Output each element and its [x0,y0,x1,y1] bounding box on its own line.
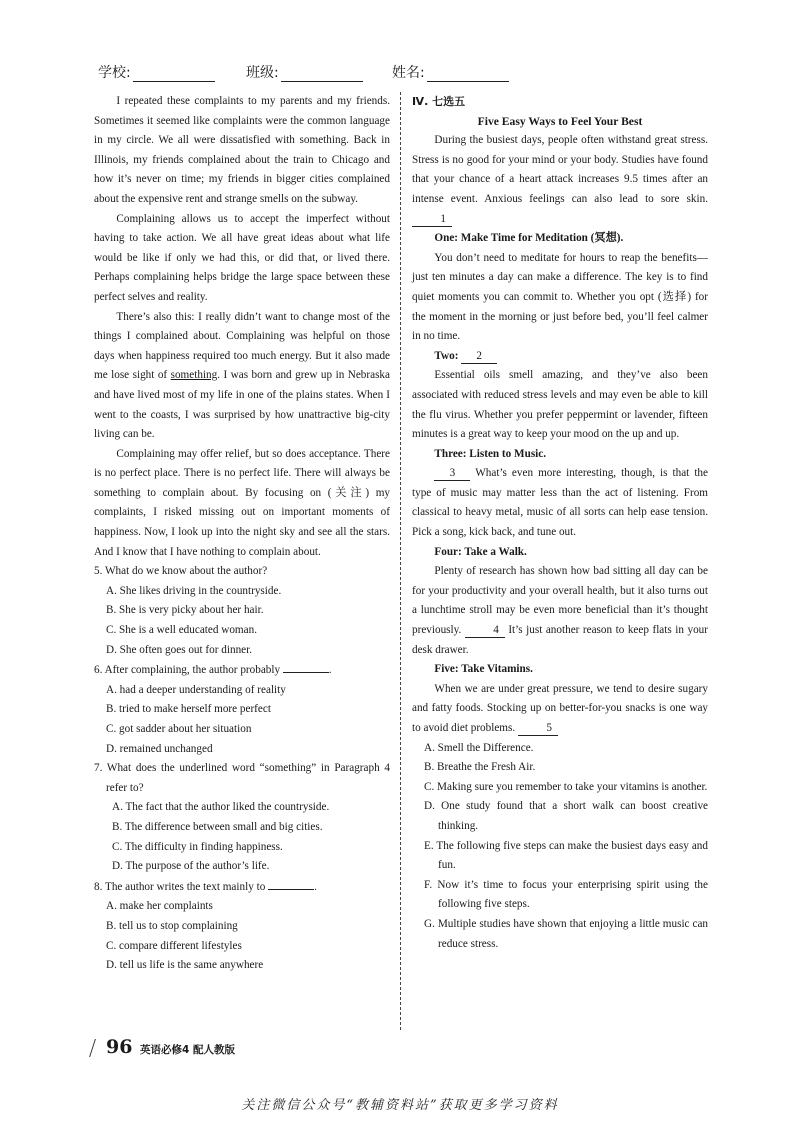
passage-paragraph [412,464,708,542]
passage-text: It’s just another reason to keep flats in your desk drawer. [412,624,708,656]
option: A. had a deeper understanding of reality [106,683,286,696]
option: D. The purpose of the author’s life. [112,860,270,873]
question-punct: . [314,880,317,893]
option: E. The following five steps can make the busiest days easy and fun. [424,839,708,872]
option: G. Multiple studies have shown that enjoying a little music can reduce stress. [424,917,708,950]
question-text: 6. After complaining, the author probably [94,664,283,677]
school-field [98,62,215,82]
passage-paragraph: I repeated these complaints to my parents and my friends. Sometimes it seemed like complaints were the common language in my circle. We all were dissatisfied with something. Back in Illinois, my friends complained about the train to Chicago and how it’s never on time; my friends in bigger cities complained about the expensive rent and strange smells on the subway. [94,95,390,205]
option: C. compare different lifestyles [106,939,242,952]
underlined-word: something [170,369,218,382]
passage-title: Five Easy Ways to Feel Your Best [477,114,643,128]
passage-text: When we are under great pressure, we tend to desire sugary and fatty foods. Stocking up on better-for-you snacks is one way to avoid diet problems. [412,682,708,734]
promo-handwritten-text: 关注微信公众号“教辅资料站”获取更多学习资料 [241,1098,559,1113]
passage-paragraph: Essential oils smell amazing, and they’ve also been associated with reduced stress levels and may even be able to kill the flu virus. Whether you prefer peppermint or lavender, fifteen minutes is a great way to keep your mood on the up and up. [412,369,708,441]
question-stem [94,660,390,681]
question-text: 8. The author writes the text mainly to [94,880,269,893]
school-blank [133,67,215,82]
answer-blank-2: 2 [461,349,497,364]
question-stem: 7. What does the underlined word “something” in Paragraph 4 refer to? [94,762,390,794]
passage-text: During the busiest days, people often withstand great stress. Stress is no good for your mind or your body. Studies have found that your chance of a heart attack increases 9.5 times after an intense event. Anxious feelings can also lead to sore skin. [412,134,708,205]
subheading-text: Two: [434,349,462,362]
option: C. The difficulty in finding happiness. [112,840,283,853]
answer-blank [283,660,329,673]
answer-blank-1: 1 [412,212,452,227]
passage-paragraph [412,562,708,660]
answer-blank-4: 4 [465,623,505,638]
name-label: 姓名: [392,65,425,81]
passage-paragraph: You don’t need to meditate for hours to reap the benefits—just ten minutes a day can make a difference. The key is to find quiet moments you can commit to. Whether you opt (选择) for the moment in the morning or just before bed, you’ll feel calmer in no time. [412,251,708,343]
option: A. The fact that the author liked the countryside. [112,801,330,814]
passage-text: . I was born and grew up in Nebraska and have lived most of my life in one of the plains states. When I went to the coasts, I was surprised by how unattractive big-city living can be. [94,369,390,441]
question-8 [94,877,390,976]
option: F. Now it’s time to focus your enterprising spirit using the following five steps. [424,878,708,911]
passage-paragraph [412,131,708,229]
subheading: One: Make Time for Meditation (冥想). [434,232,624,245]
passage-paragraph: Complaining allows us to accept the imperfect without having to take action. We all have great ideas about what life would be like if only we had this, or did that, or lived there. Perhaps complaining helps bridge the large space between these perfect selves and reality. [94,212,390,303]
option: A. Smell the Difference. [424,741,534,754]
option: B. Breathe the Fresh Air. [424,761,536,774]
question-stem: 5. What do we know about the author? [94,565,268,578]
column-divider [400,92,401,1030]
answer-blank [268,877,314,890]
question-punct: . [328,664,332,677]
question-stem [94,877,390,898]
cloze-column [412,92,708,954]
option: C. Making sure you remember to take your vitamins is another. [424,780,708,793]
passage-paragraph [94,308,390,445]
book-label: 英语必修4 配人教版 [140,1044,235,1056]
passage-paragraph [412,680,708,739]
option: D. tell us life is the same anywhere [106,959,264,972]
subheading: Four: Take a Walk. [434,545,527,558]
class-label: 班级: [246,65,279,81]
option: B. She is very picky about her hair. [106,604,264,617]
section-heading: Ⅳ. 七选五 [412,95,466,108]
cloze-options [412,739,708,955]
page-footer [92,1036,392,1064]
option: D. One study found that a short walk can boost creative thinking. [424,800,708,832]
passage-paragraph: Complaining may offer relief, but so does acceptance. There is no perfect place. There is no perfect life. There will always be something to complain about. By focusing on (关注) my complaints, I risked missing out on important moments of happiness. Now, I look up into the night sky and see all the stars. And I know that I have nothing to complain about. [94,447,390,558]
page-number: 96 [106,1036,133,1058]
name-blank [427,67,509,82]
passage-text: There’s also this: I really didn’t want to change most of the things I complained about. Complaining was helpful on those days when happiness required too much energy. But it also made me lose sight of [94,310,390,382]
option: B. The difference between small and big cities. [112,820,323,833]
option: D. remained unchanged [106,742,213,755]
name-field [392,62,509,82]
class-blank [281,67,363,82]
student-info-header [98,58,718,88]
option: C. got sadder about her situation [106,723,252,735]
question-7 [94,759,390,877]
question-6 [94,660,390,759]
reading-passage-column [94,92,390,976]
option: D. She often goes out for dinner. [106,643,253,656]
subheading: Three: Listen to Music. [434,447,547,460]
option: B. tried to make herself more perfect [106,703,271,716]
option: A. make her complaints [106,900,213,913]
passage-text: Plenty of research has shown how bad sitting all day can be for your productivity and your overall health, but it also turns out a lunchtime stroll may be even more beneficial than it’s thought previously. [412,565,708,637]
class-field [246,62,363,82]
school-label: 学校: [98,65,131,81]
passage-text: What’s even more interesting, though, is that the type of music may matter less than the act of listening. From classical to heavy metal, music of all sorts can help ease tension. Pick a song, kick back, and tune out. [412,467,708,539]
footer-slash-decoration [89,1039,106,1057]
option: A. She likes driving in the countryside. [106,584,282,597]
subheading [412,347,708,367]
answer-blank-5: 5 [518,721,558,736]
question-5 [94,562,390,660]
option: C. She is a well educated woman. [106,624,257,637]
option: B. tell us to stop complaining [106,919,238,932]
subheading: Five: Take Vitamins. [434,663,533,676]
answer-blank-3: 3 [434,466,470,481]
